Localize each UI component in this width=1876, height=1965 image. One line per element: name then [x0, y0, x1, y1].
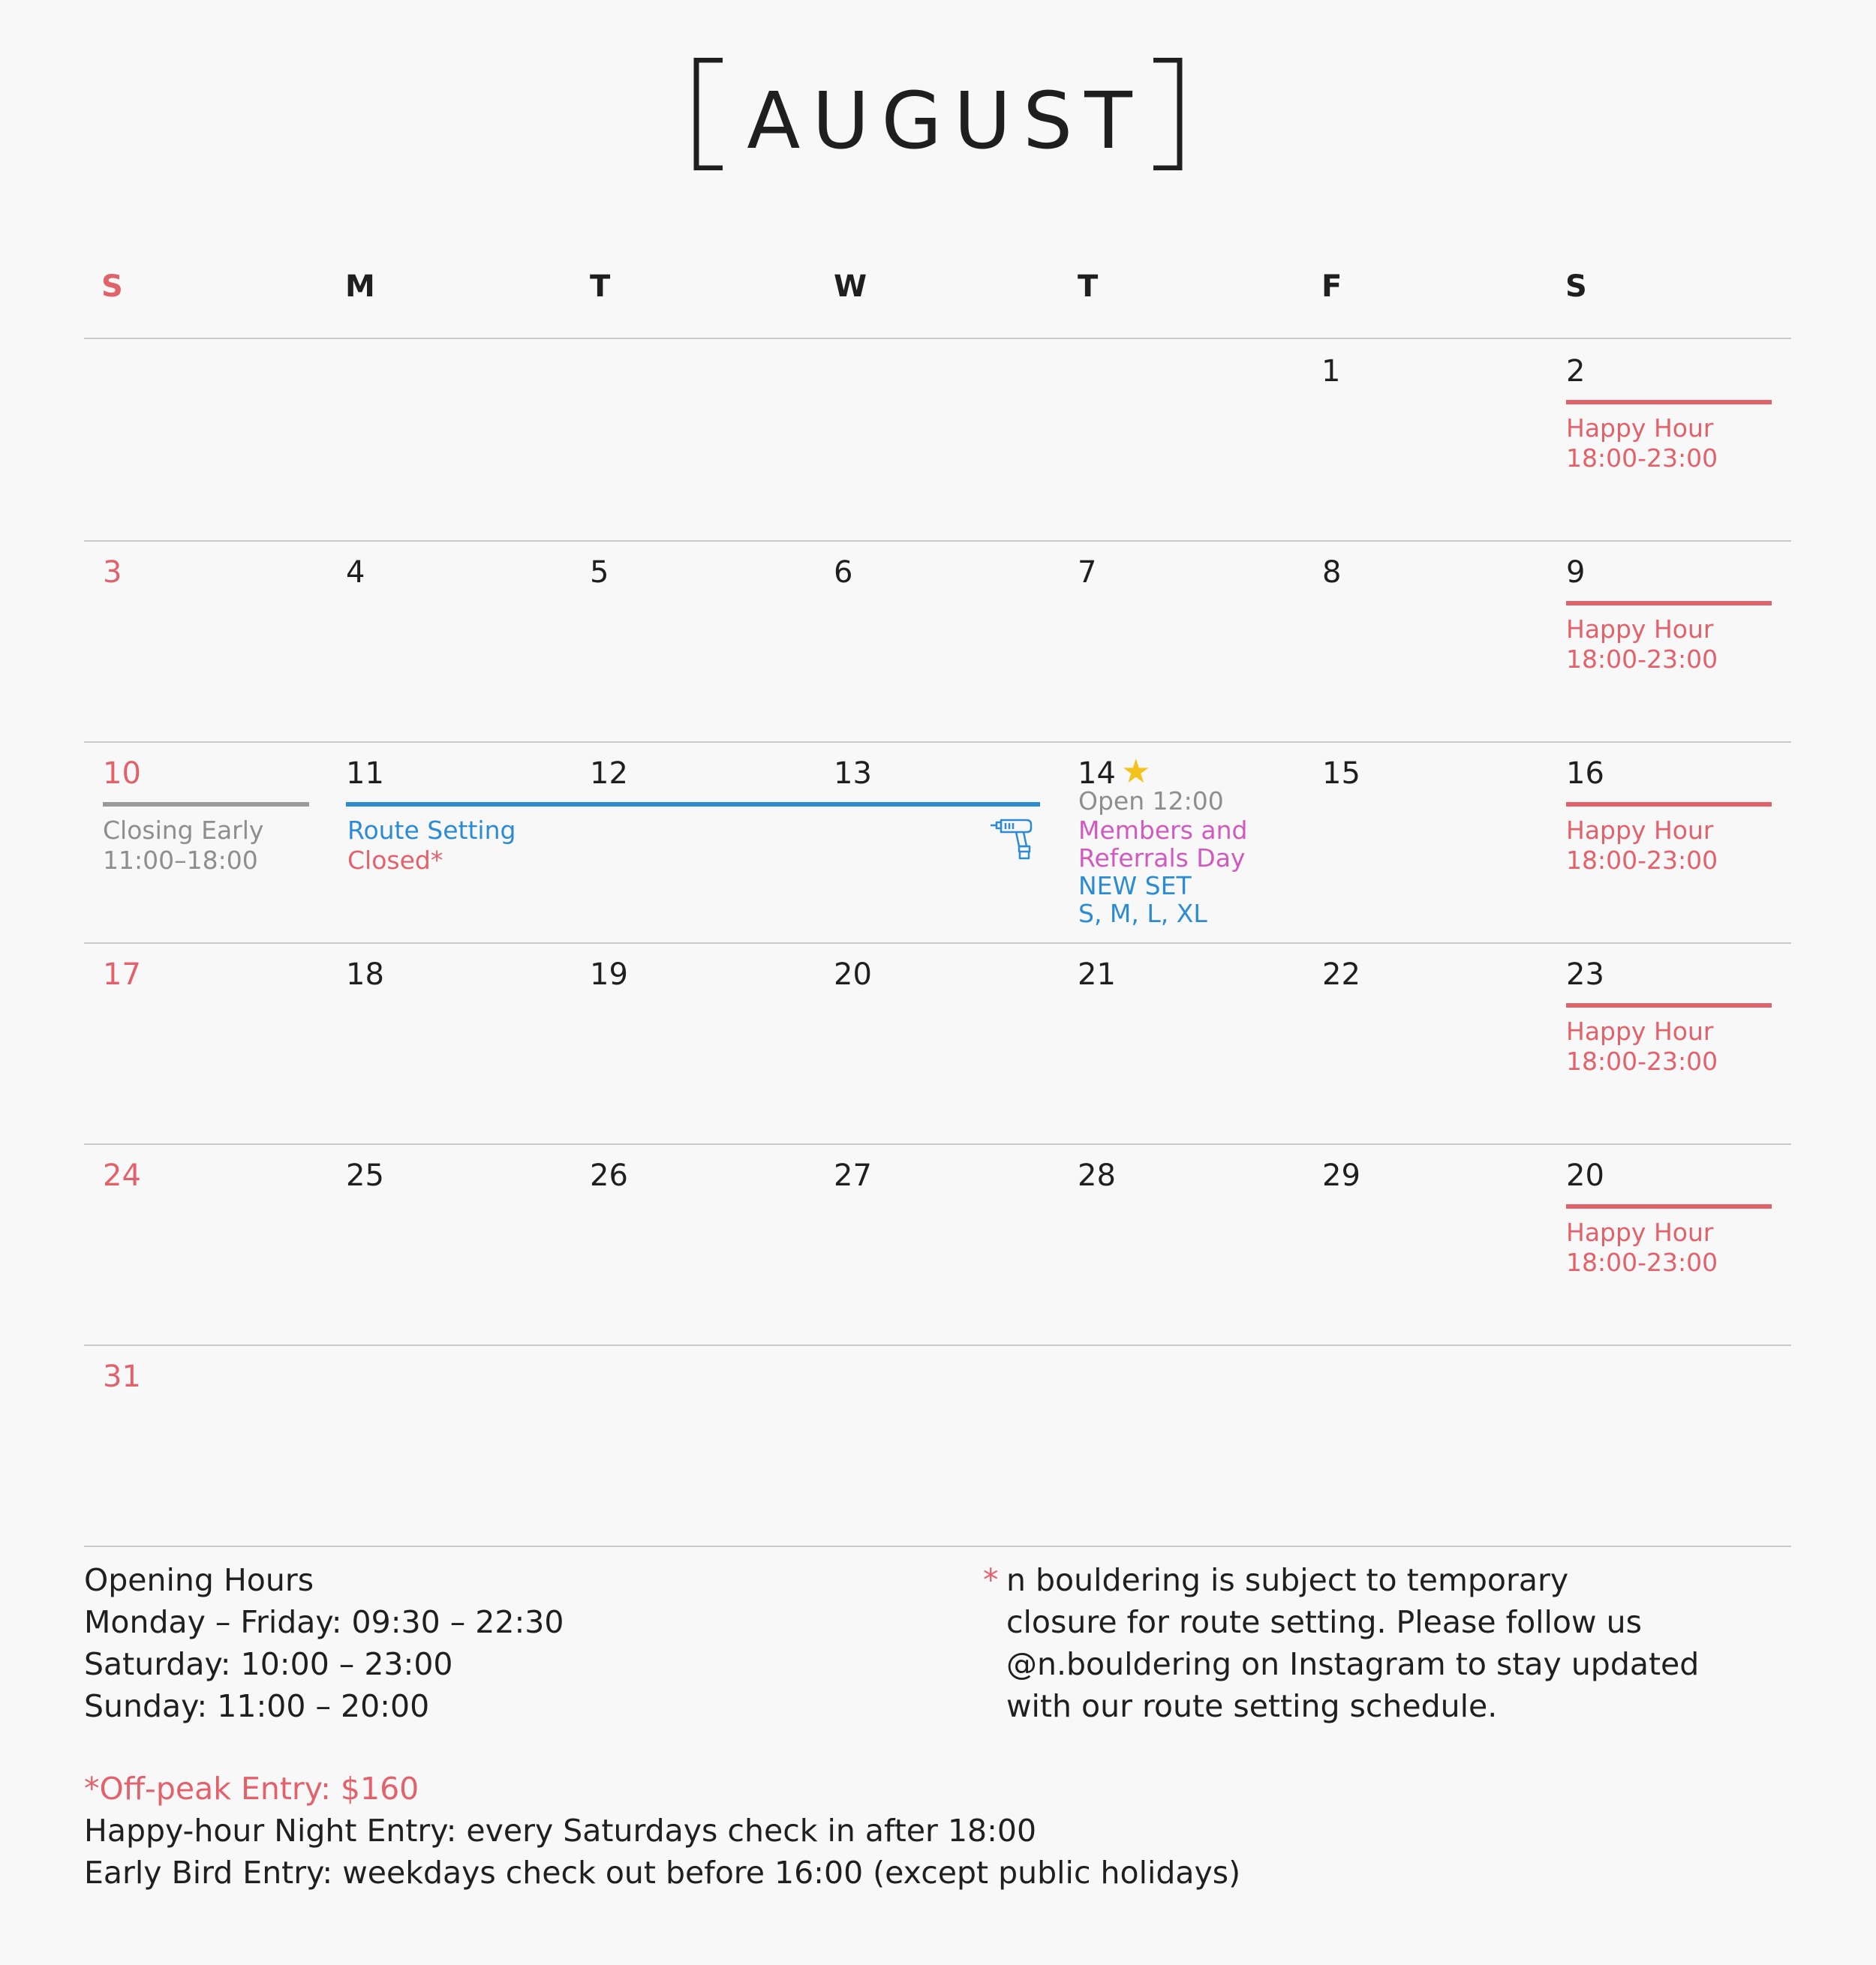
day-17[interactable]: 17: [103, 957, 141, 992]
opening-hours-weekdays: Monday – Friday: 09:30 – 22:30: [84, 1604, 564, 1640]
grid-line: [84, 1345, 1791, 1346]
star-icon: ★: [1121, 753, 1151, 791]
day-16[interactable]: 16: [1566, 756, 1604, 791]
day-22[interactable]: 22: [1322, 957, 1360, 992]
happy-hour-label: Happy Hour: [1566, 816, 1714, 845]
day-7[interactable]: 7: [1078, 555, 1097, 590]
happy-hour-label: Happy Hour: [1566, 1218, 1714, 1247]
day-28[interactable]: 28: [1078, 1158, 1116, 1193]
happy-hour-bar: [1566, 400, 1772, 404]
left-bracket-icon: [693, 58, 724, 170]
weekday-sat: S: [1565, 269, 1587, 304]
day-26[interactable]: 26: [590, 1158, 628, 1193]
opening-hours-sunday: Sunday: 11:00 – 20:00: [84, 1688, 430, 1724]
grid-line: [84, 1143, 1791, 1145]
route-setting-bar: [346, 802, 1040, 807]
notice-line-4: with our route setting schedule.: [1006, 1688, 1498, 1724]
day-14[interactable]: 14: [1078, 756, 1116, 791]
open-time-label: Open 12:00: [1078, 786, 1224, 816]
grid-line: [84, 540, 1791, 542]
weekday-sun: S: [101, 269, 123, 304]
happy-hour-label: Happy Hour: [1566, 614, 1714, 644]
opening-hours-heading: Opening Hours: [84, 1562, 314, 1598]
grid-line: [84, 942, 1791, 944]
day-5[interactable]: 5: [590, 555, 609, 590]
weekday-mon: M: [345, 269, 375, 304]
happy-hour-bar: [1566, 601, 1772, 605]
early-bird-entry: Early Bird Entry: weekdays check out before 16:00 (except public holidays): [84, 1855, 1241, 1891]
off-peak-entry: *Off-peak Entry: $160: [84, 1771, 419, 1807]
grid-line: [84, 1546, 1791, 1547]
opening-hours-saturday: Saturday: 10:00 – 23:00: [84, 1646, 453, 1682]
day-15[interactable]: 15: [1322, 756, 1360, 791]
members-day-line1: Members and: [1078, 816, 1248, 845]
day-9[interactable]: 9: [1566, 555, 1586, 590]
happy-hour-label: Happy Hour: [1566, 413, 1714, 443]
day-6[interactable]: 6: [834, 555, 853, 590]
weekday-tue: T: [590, 269, 611, 304]
day-27[interactable]: 27: [834, 1158, 872, 1193]
day-3[interactable]: 3: [103, 555, 122, 590]
day-30[interactable]: 20: [1566, 1158, 1604, 1193]
grid-line: [84, 741, 1791, 743]
happy-hour-time: 18:00-23:00: [1566, 846, 1718, 875]
route-setting-status: Closed*: [347, 846, 443, 875]
happy-hour-bar: [1566, 802, 1772, 807]
day-20[interactable]: 20: [834, 957, 872, 992]
route-setting-label: Route Setting: [347, 816, 516, 845]
day-21[interactable]: 21: [1078, 957, 1116, 992]
closing-early-bar: [103, 802, 309, 807]
notice-line-3: @n.bouldering on Instagram to stay updated: [1006, 1646, 1700, 1682]
notice-line-1: n bouldering is subject to temporary: [1006, 1562, 1569, 1598]
happy-hour-time: 18:00-23:00: [1566, 1248, 1718, 1277]
drill-icon: [989, 816, 1036, 863]
happy-hour-bar: [1566, 1204, 1772, 1209]
day-29[interactable]: 29: [1322, 1158, 1360, 1193]
new-set-sizes: S, M, L, XL: [1078, 899, 1207, 928]
day-23[interactable]: 23: [1566, 957, 1604, 992]
day-11[interactable]: 11: [346, 756, 384, 791]
closing-early-time: 11:00–18:00: [103, 846, 258, 875]
weekday-fri: F: [1321, 269, 1342, 304]
right-bracket-icon: [1152, 58, 1183, 170]
day-13[interactable]: 13: [834, 756, 872, 791]
grid-line: [84, 338, 1791, 339]
members-day-line2: Referrals Day: [1078, 843, 1246, 873]
day-31[interactable]: 31: [103, 1360, 141, 1394]
day-24[interactable]: 24: [103, 1158, 141, 1193]
new-set-label: NEW SET: [1078, 871, 1192, 900]
happy-hour-night-entry: Happy-hour Night Entry: every Saturdays check in after 18:00: [84, 1813, 1037, 1849]
weekday-thu: T: [1078, 269, 1099, 304]
happy-hour-time: 18:00-23:00: [1566, 1047, 1718, 1076]
day-2[interactable]: 2: [1566, 354, 1586, 389]
notice-line-2: closure for route setting. Please follow us: [1006, 1604, 1642, 1640]
month-title: [0, 71, 1876, 170]
day-8[interactable]: 8: [1322, 555, 1342, 590]
happy-hour-time: 18:00-23:00: [1566, 443, 1718, 473]
day-10[interactable]: 10: [103, 756, 141, 791]
happy-hour-bar: [1566, 1003, 1772, 1008]
day-19[interactable]: 19: [590, 957, 628, 992]
happy-hour-label: Happy Hour: [1566, 1017, 1714, 1046]
happy-hour-time: 18:00-23:00: [1566, 644, 1718, 674]
day-12[interactable]: 12: [590, 756, 628, 791]
closing-early-label: Closing Early: [103, 816, 264, 845]
weekday-wed: W: [834, 269, 867, 304]
month-name: AUGUST: [747, 75, 1144, 167]
day-1[interactable]: 1: [1321, 354, 1341, 389]
notice-marker: *: [983, 1562, 999, 1598]
day-18[interactable]: 18: [346, 957, 384, 992]
day-25[interactable]: 25: [346, 1158, 384, 1193]
day-4[interactable]: 4: [346, 555, 365, 590]
